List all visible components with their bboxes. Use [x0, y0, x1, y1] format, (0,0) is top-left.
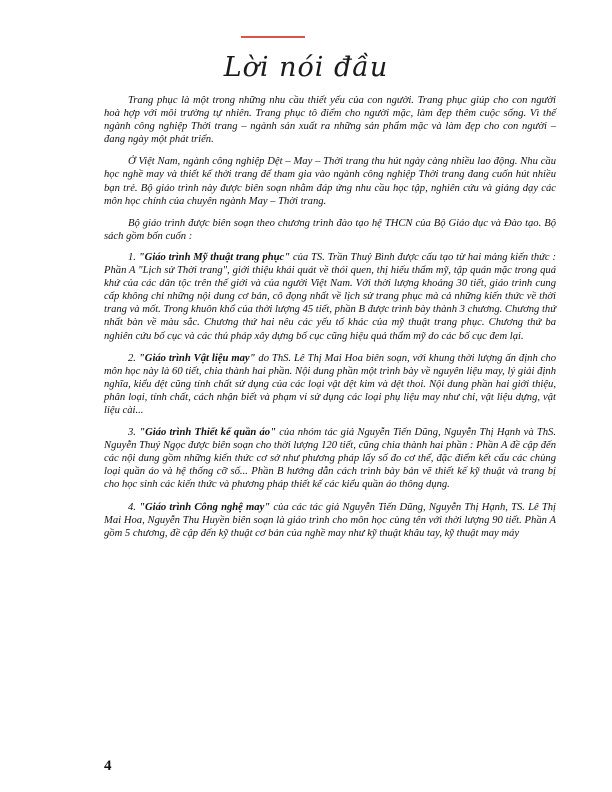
- page-title: Lời nói đầu: [223, 52, 389, 83]
- book-item-title: "Giáo trình Công nghệ may": [139, 501, 271, 513]
- book-item-description: của các tác giả Nguyễn Tiến Dũng, Nguyễn Thị Hạnh, TS. Lê Thị Mai Hoa, Nguyễn Thu Huyền biên soạn là giáo trình cho môn học cùng tên với thời lượng 90 tiết. Phần A gồm 5 chương, đề cập đến kỹ thuật cơ bản của nghề may như kỹ thuật khâu tay, kỹ thuật may máy: [104, 501, 556, 539]
- book-item-1: [104, 251, 556, 343]
- book-item-3: [104, 426, 556, 491]
- book-item-description: của TS. Trần Thuỷ Bình được cấu tạo từ hai mảng kiến thức : Phần A "Lịch sử Thời trang", giới thiệu khái quát về thói quen, thị hiếu thẩm mỹ, tập quán mặc trong quá khứ của các dân tộc trên thế giới và của người Việt Nam. Với thời lượng khoảng 30 tiết, giáo trình cung cấp không chỉ những nội dung cơ bản, cô đọng nhất về lịch sử trang phục mà cả những kiến thức về thời trang và mốt. Trong khuôn khổ của thời lượng 45 tiết, phần B được trình bày thành 3 chương. Chương thứ nhất bàn về màu sắc. Chương thứ hai nêu các yếu tố khác của mỹ thuật trang phục. Chương thứ ba nghiên cứu bố cục và các thủ pháp xây dựng bố cục cũng hiệu quả thẩm mỹ do các bố cục đem lại.: [104, 251, 556, 342]
- book-item-title: "Giáo trình Mỹ thuật trang phục": [138, 251, 291, 263]
- book-item-title: "Giáo trình Vật liệu may": [138, 352, 256, 364]
- document-body: [104, 94, 556, 549]
- book-item-title: "Giáo trình Thiết kế quần áo": [139, 427, 276, 439]
- book-item-4: [104, 501, 556, 540]
- intro-paragraph-2: Ở Việt Nam, ngành công nghiệp Dệt – May – Thời trang thu hút ngày càng nhiều lao động. Nhu cầu học nghề may và thiết kế thời trang để tham gia vào ngành công nghiệp Thời trang đang cuốn hút nhiều bạn trẻ. Bộ giáo trình này được biên soạn nhằm đáp ứng nhu cầu học tập, nghiên cứu và giảng dạy các môn học chính của chuyên ngành May – Thời trang.: [104, 156, 556, 207]
- book-item-number: 3.: [128, 427, 136, 439]
- page-number: 4: [104, 758, 112, 774]
- book-item-2: [104, 352, 556, 417]
- book-item-description: của nhóm tác giả Nguyễn Tiến Dũng, Nguyễn Thị Hạnh và ThS. Nguyễn Thuý Ngọc được biên soạn cho thời lượng 120 tiết, cũng chia thành hai phần : Phần A đề cập đến các nội dung gồm những kiến thức cơ sở như phương pháp lấy số đo cơ thể, đặc điểm kết cấu các chủng loại quần áo và hệ thống cỡ số... Phần B hướng dẫn cách trình bày bản vẽ thiết kế kỹ thuật và trang bị cho học sinh các kiến thức và phương pháp thiết kế các kiểu quần áo thông dụng.: [104, 427, 556, 491]
- intro-paragraph-3: Bộ giáo trình được biên soạn theo chương trình đào tạo hệ THCN của Bộ Giáo dục và Đào tạo. Bộ sách gồm bốn cuốn :: [104, 217, 556, 242]
- top-decorative-rule: [241, 36, 305, 38]
- intro-paragraph-1: Trang phục là một trong những nhu cầu thiết yếu của con người. Trang phục giúp cho con người hoà hợp với môi trường tự nhiên. Trang phục tô điểm cho người mặc, làm đẹp thêm cuộc sống. Vì thế ngành công nghiệp Thời trang – ngành sản xuất ra những sản phẩm mặc và làm đẹp cho con người – đang ngày một phát triển.: [104, 95, 556, 146]
- book-item-number: 2.: [128, 352, 136, 364]
- book-item-description: do ThS. Lê Thị Mai Hoa biên soạn, với khung thời lượng ấn định cho môn học này là 60 tiết, chia thành hai phần. Nội dung phần một trình bày về nguyên liệu may, lý giải định nghĩa, kiểu dệt cũng tính chất sử dụng của các loại vật dệt kim và dệt thoi. Nội dung phần hai giới thiệu, phân loại, tính chất, cách nhận biết và phạm vi sử dụng các loại phụ liệu may như chỉ, vật liệu dựng, vật liệu cài...: [104, 352, 556, 416]
- book-item-number: 1.: [128, 251, 136, 263]
- book-item-number: 4.: [128, 501, 136, 513]
